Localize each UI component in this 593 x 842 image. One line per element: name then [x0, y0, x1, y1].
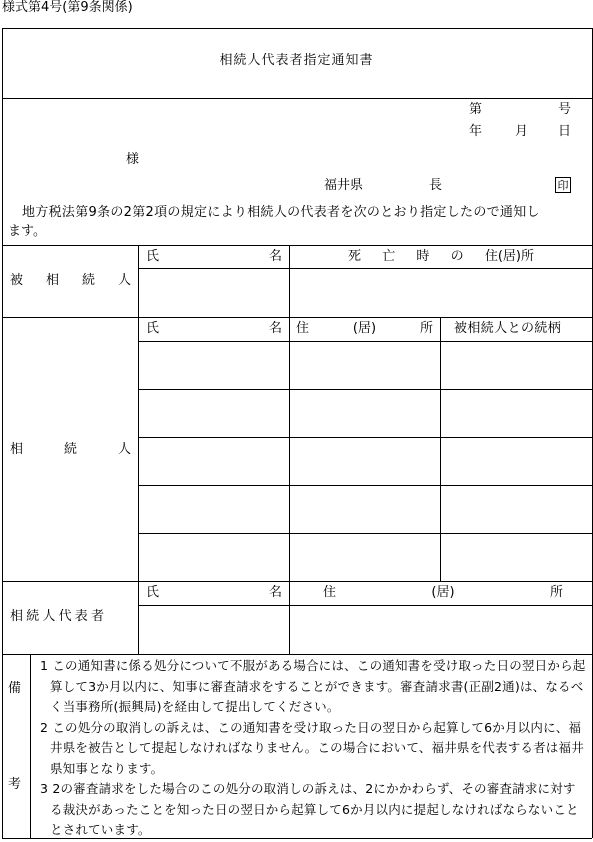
representative-address-header: 住 (居) 所: [323, 585, 563, 600]
issuer-title: 長: [429, 178, 443, 193]
heir-address-field[interactable]: [291, 535, 439, 580]
heir-address-field[interactable]: [291, 391, 439, 436]
deceased-address-header: 死 亡 時 の 住(居)所: [348, 249, 534, 264]
heirs-relationship-header: 被相続人との続柄: [454, 321, 562, 336]
date-label-month: 月: [515, 124, 529, 139]
date-label-year: 年: [469, 124, 483, 139]
heir-name-field[interactable]: [140, 439, 288, 484]
body-text-line-1: 地方税法第9条の2第2項の規定により相続人の代表者を次のとおり指定したので通知し: [22, 205, 540, 220]
addressee-suffix: 様: [126, 152, 140, 167]
heir-name-field[interactable]: [140, 391, 288, 436]
heir-name-field[interactable]: [140, 487, 288, 532]
heir-relationship-field[interactable]: [442, 343, 591, 388]
number-label-go: 号: [558, 102, 572, 117]
heir-address-field[interactable]: [291, 439, 439, 484]
representative-name-header: 氏 名: [146, 585, 282, 600]
remarks-label-kou: 考: [8, 777, 22, 792]
remark-item-2: 2 この処分の取消しの訴えは、この通知書を受け取った日の翌日から起算して6か月以内に、福井県を被告として提起しなければなりません。この場合において、福井県を代表する者は福井県知事となります。: [40, 719, 584, 776]
heir-relationship-field[interactable]: [442, 439, 591, 484]
deceased-label: 被 相 続 人: [10, 273, 131, 288]
heir-relationship-field[interactable]: [442, 487, 591, 532]
heir-name-field[interactable]: [140, 535, 288, 580]
issuer-prefecture: 福井県: [324, 178, 364, 193]
representative-address-field[interactable]: [291, 607, 591, 653]
heirs-name-header: 氏 名: [146, 321, 282, 336]
seal-mark: 印: [555, 177, 571, 193]
heir-relationship-field[interactable]: [442, 391, 591, 436]
representative-label: 相続人代表者: [10, 609, 108, 624]
remarks-label-bi: 備: [8, 681, 22, 696]
heir-address-field[interactable]: [291, 487, 439, 532]
deceased-name-field[interactable]: [140, 270, 288, 316]
remark-item-1: 1 この通知書に係る処分について不服がある場合には、この通知書を受け取った日の翌日から起算して3か月以内に、知事に審査請求をすることができます。審査請求書(正副2通)は、なるべく当事務所(振興局)を経由して提出してください。: [40, 658, 586, 714]
heir-name-field[interactable]: [140, 343, 288, 388]
deceased-address-field[interactable]: [291, 270, 591, 316]
remarks-list: [40, 656, 588, 841]
heir-relationship-field[interactable]: [442, 535, 591, 580]
heir-address-field[interactable]: [291, 343, 439, 388]
heirs-address-header: 住 (居) 所: [296, 321, 433, 336]
number-label-dai: 第: [469, 102, 483, 117]
deceased-name-header: 氏 名: [146, 249, 282, 264]
body-text-line-2: ます。: [8, 224, 46, 239]
document-title: 相続人代表者指定通知書: [219, 53, 374, 68]
form-number: 様式第4号(第9条関係): [2, 0, 133, 15]
representative-name-field[interactable]: [140, 607, 288, 653]
remark-item-3: 3 2の審査請求をした場合のこの処分の取消しの訴えは、2にかかわらず、その審査請求に対する裁決があったことを知った日の翌日から起算して6か月以内に提起しなければならないこととされています。: [40, 781, 579, 837]
heirs-label: 相 続 人: [10, 442, 131, 457]
date-label-day: 日: [558, 124, 572, 139]
